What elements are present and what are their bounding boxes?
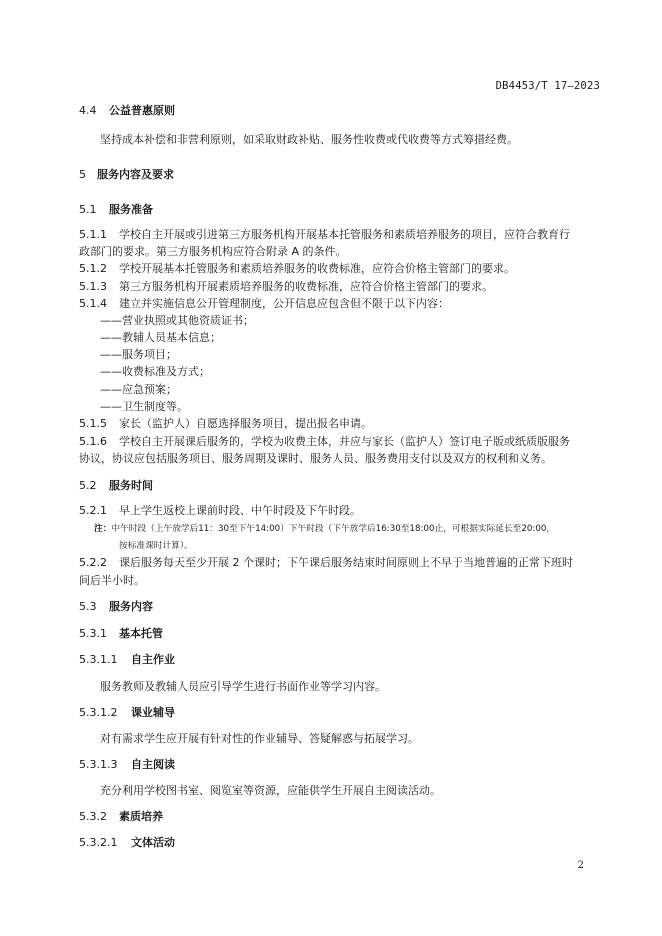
clause-text-continued: 政部门的要求。第三方服务机构应符合附录 A 的条件。 — [79, 245, 347, 258]
section-number: 5.3.1 — [79, 627, 107, 640]
section-title: 服务内容 — [109, 600, 153, 613]
clause-5-1-3 — [79, 280, 493, 293]
section-5-3-2-1-heading — [79, 836, 175, 849]
clause-text: 第三方服务机构开展素质培养服务的收费标准，应符合价格主管部门的要求。 — [119, 280, 493, 293]
section-number: 5.1 — [79, 203, 97, 216]
section-4-4-heading — [79, 104, 175, 117]
clause-text-continued: 协议，协议应包括服务项目、服务周期及课时、服务人员、服务费用支付以及双方的权利和义务。 — [79, 452, 552, 465]
clause-text: 课后服务每天至少开展 2 个课时；下午课后服务结束时间原则上不早于当地普遍的正常下班时 — [119, 556, 573, 569]
section-title: 文体活动 — [131, 836, 175, 849]
section-title: 基本托管 — [119, 627, 163, 640]
clause-number: 5.2.2 — [79, 556, 107, 569]
list-item: ——营业执照或其他资质证书； — [100, 314, 254, 327]
clause-5-1-1 — [79, 228, 570, 241]
clause-number: 5.1.1 — [79, 228, 107, 241]
clause-5-1-6 — [79, 435, 570, 448]
clause-text-continued: 间后半小时。 — [79, 574, 145, 587]
note-label: 注： — [94, 524, 112, 534]
section-number: 5.3.2.1 — [79, 836, 118, 849]
clause-5-1-5 — [79, 417, 372, 430]
section-number: 5.3.1.2 — [79, 706, 118, 719]
clause-text: 早上学生返校上课前时段、中午时段及下午时段。 — [119, 504, 361, 517]
list-item: ——教辅人员基本信息； — [100, 331, 221, 344]
note — [94, 522, 555, 537]
clause-5-1-2 — [79, 262, 515, 275]
section-number: 4.4 — [79, 104, 97, 117]
section-5-2-heading — [79, 479, 153, 492]
section-5-3-2-heading — [79, 810, 163, 823]
paragraph: 坚持成本补偿和非营利原则，如采取财政补贴、服务性收费或代收费等方式筹措经费。 — [100, 133, 518, 146]
clause-text: 学校开展基本托管服务和素质培养服务的收费标准，应符合价格主管部门的要求。 — [119, 262, 515, 275]
clause-number: 5.1.6 — [79, 435, 107, 448]
section-5-3-heading — [79, 600, 153, 613]
clause-text: 学校自主开展或引进第三方服务机构开展基本托管服务和素质培养服务的项目，应符合教育行 — [119, 228, 570, 241]
section-number: 5.3.2 — [79, 810, 107, 823]
clause-5-1-4 — [79, 297, 449, 310]
section-number: 5.2 — [79, 479, 97, 492]
clause-number: 5.1.2 — [79, 262, 107, 275]
section-title: 服务时间 — [109, 479, 153, 492]
section-number: 5.3 — [79, 600, 97, 613]
note-text-continued: 按标准课时计算）。 — [119, 541, 193, 551]
section-title: 服务内容及要求 — [97, 168, 174, 181]
section-title: 课业辅导 — [131, 706, 175, 719]
clause-number: 5.1.5 — [79, 417, 107, 430]
paragraph: 充分利用学校图书室、阅览室等资源，应能供学生开展自主阅读活动。 — [100, 784, 441, 797]
section-number: 5.3.1.3 — [79, 758, 118, 771]
section-title: 服务准备 — [109, 203, 153, 216]
section-5-1-heading — [79, 203, 153, 216]
section-5-3-1-3-heading — [79, 758, 175, 771]
section-number: 5 — [79, 168, 86, 181]
section-title: 公益普惠原则 — [109, 104, 175, 117]
clause-text: 建立并实施信息公开管理制度，公开信息应包含但不限于以下内容： — [119, 297, 449, 310]
list-item: ——应急预案； — [100, 383, 177, 396]
paragraph: 服务教师及教辅人员应引导学生进行书面作业等学习内容。 — [100, 680, 386, 693]
page-number: 2 — [577, 860, 584, 871]
clause-number: 5.1.4 — [79, 297, 107, 310]
clause-number: 5.1.3 — [79, 280, 107, 293]
section-title: 自主作业 — [131, 653, 175, 666]
clause-text: 学校自主开展课后服务的，学校为收费主体，并应与家长（监护人）签订电子版或纸质版服务 — [119, 435, 570, 448]
section-5-3-1-heading — [79, 627, 163, 640]
section-number: 5.3.1.1 — [79, 653, 118, 666]
clause-number: 5.2.1 — [79, 504, 107, 517]
section-title: 自主阅读 — [131, 758, 175, 771]
section-title: 素质培养 — [119, 810, 163, 823]
note-text: 中午时段（上午放学后11：30至下午14:00）下午时段（下午放学后16:30至18:00止，可根据实际延长至20:00， — [111, 524, 556, 534]
standard-code: DB4453/T 17—2023 — [495, 80, 600, 92]
section-5-3-1-1-heading — [79, 653, 175, 666]
section-5-heading — [79, 168, 174, 181]
list-item: ——卫生制度等。 — [100, 400, 188, 413]
clause-5-2-2 — [79, 556, 573, 569]
list-item: ——收费标准及方式； — [100, 365, 210, 378]
clause-5-2-1 — [79, 504, 361, 517]
section-5-3-1-2-heading — [79, 706, 175, 719]
paragraph: 对有需求学生应开展有针对性的作业辅导、答疑解惑与拓展学习。 — [100, 732, 419, 745]
clause-text: 家长（监护人）自愿选择服务项目，提出报名申请。 — [119, 417, 372, 430]
list-item: ——服务项目； — [100, 348, 177, 361]
